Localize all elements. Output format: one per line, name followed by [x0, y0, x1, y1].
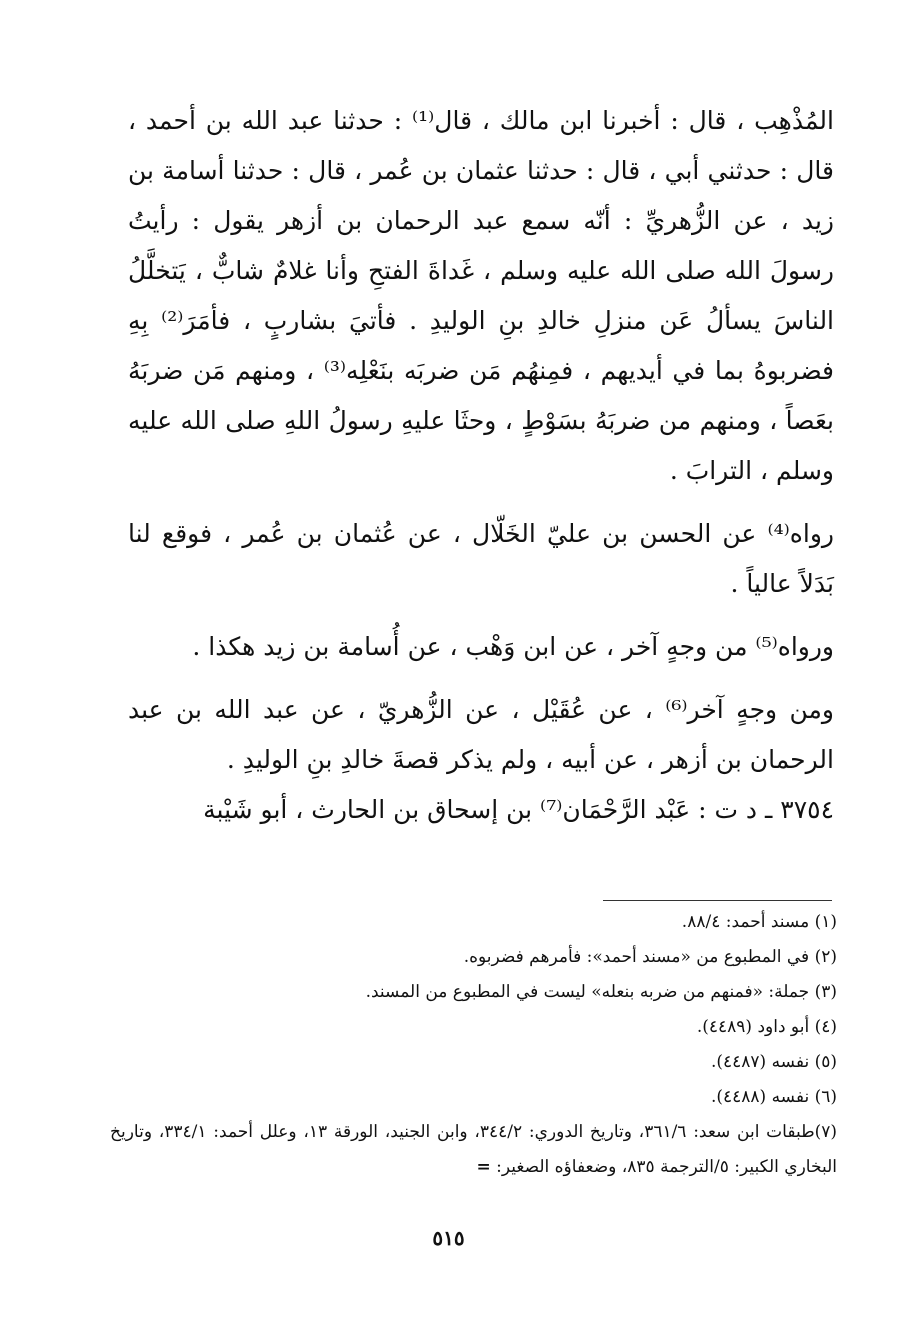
paragraph-hadith: المُذْهِب ، قال : أخبرنا ابن مالك ، قال⁽¹⁾ : حدثنا عبد الله بن أحمد ، قال : حدثني أبي ، قال : حدثنا عثمان بن عُمر ، قال : حدثنا أسامة بن زيد ، عن الزُّهريِّ : أنّه سمع عبد الرحمان بن أزهر يقول : رأيتُ رسولَ الله صلى الله عليه وسلم ، غَداةَ الفتحِ وأنا غلامٌ شابٌّ ، يَتخلَّلُ الناسَ يسألُ عَن منزلِ خالدِ بنِ الوليدِ . فأتيَ بشاربٍ ، فأمَرَ⁽²⁾ بِهِ فضربوهُ بما في أيديهم ، فمِنهُم مَن ضربَه بنَعْلِه⁽³⁾ ، ومنهم مَن ضربَهُ بعَصاً ، ومنهم من ضربَهُ بسَوْطٍ ، وحثَا عليهِ رسولُ اللهِ صلى الله عليه وسلم ، الترابَ . — [128, 106, 835, 485]
paragraph-riwaya-1: رواه⁽⁴⁾ عن الحسن بن عليّ الخَلّال ، عن عُثمان بن عُمر ، فوقع لنا بَدَلاً عالياً . — [128, 519, 834, 598]
entry-heading: ٣٧٥٤ ـ د ت : عَبْد الرَّحْمَان⁽⁷⁾ بن إسحاق بن الحارث ، أبو شَيْبة — [203, 795, 834, 824]
footnote-7 — [110, 1115, 837, 1185]
footnote-5: (٥) نفسه (٤٤٨٧). — [710, 1052, 837, 1072]
paragraph-gap — [128, 496, 834, 509]
page-number: ٥١٥ — [432, 1226, 465, 1250]
footnote-7-text: (٧)طبقات ابن سعد: ٣٦١/٦، وتاريخ الدوري: ٣٤٤/٢، وابن الجنيد، الورقة ١٣، وعلل أحمد: ٣٣٤/١، وتاريخ البخاري الكبير: ٥/الترجمة ٨٣٥، وضعفاؤه الصغير: — [110, 1122, 837, 1177]
footnote-2: (٢) في المطبوع من «مسند أحمد»: فأمرهم فضربوه. — [463, 947, 837, 967]
footnote-3: (٣) جملة: «فمنهم من ضربه بنعله» ليست في المطبوع من المسند. — [365, 982, 837, 1002]
paragraph-gap — [128, 609, 834, 622]
main-text — [128, 96, 834, 835]
footnote-4: (٤) أبو داود (٤٤٨٩). — [696, 1017, 837, 1037]
paragraph-gap — [128, 672, 834, 685]
footnote-1: (١) مسند أحمد: ٨٨/٤. — [681, 912, 837, 932]
footnote-rule — [603, 900, 832, 901]
continuation-mark: = — [476, 1157, 491, 1177]
footnotes — [110, 905, 837, 1185]
footnote-6: (٦) نفسه (٤٤٨٨). — [710, 1087, 837, 1107]
paragraph-riwaya-2: ورواه⁽⁵⁾ من وجهٍ آخر ، عن ابن وَهْب ، عن أُسامة بن زيد هكذا . — [192, 632, 834, 661]
paragraph-riwaya-3: ومن وجهٍ آخر⁽⁶⁾ ، عن عُقَيْل ، عن الزُّهريّ ، عن عبد الله بن عبد الرحمان بن أزهر ، عن أبيه ، ولم يذكر قصةَ خالدِ بنِ الوليدِ . — [128, 695, 834, 774]
